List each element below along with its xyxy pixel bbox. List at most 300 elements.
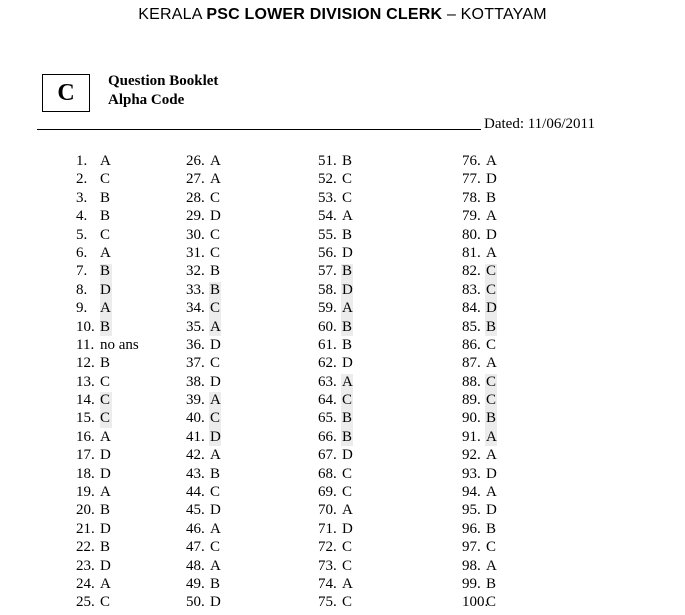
answer-item: [186, 354, 221, 372]
answer-letter: B: [100, 355, 111, 372]
answer-item: [462, 428, 497, 446]
question-number: 48.: [186, 557, 205, 574]
question-number: 44.: [186, 484, 205, 501]
question-number: 96.: [462, 520, 481, 537]
answer-letter: D: [486, 502, 497, 519]
answer-letter: A: [100, 428, 111, 445]
answer-item: [76, 483, 139, 501]
question-number: 79.: [462, 208, 481, 225]
answer-letter: B: [486, 189, 497, 206]
question-number: 46.: [186, 520, 205, 537]
answer-key: [0, 152, 685, 612]
answer-letter: A: [486, 208, 497, 225]
answer-item: [186, 373, 221, 391]
answer-letter: A: [100, 484, 111, 501]
answer-letter: B: [342, 153, 353, 169]
answer-item: [186, 170, 221, 188]
answer-item: [318, 520, 353, 538]
answer-item: [186, 409, 221, 427]
question-number: 67.: [318, 447, 337, 464]
answer-letter: A: [100, 300, 111, 317]
answer-letter: C: [100, 226, 111, 243]
title-prefix: KERALA: [138, 6, 207, 23]
answer-item: [76, 281, 139, 299]
answer-item: [186, 207, 221, 225]
question-number: 20.: [76, 502, 95, 519]
answer-item: [462, 262, 497, 280]
answer-letter: B: [486, 575, 497, 592]
question-number: 50.: [186, 594, 205, 611]
answer-letter: D: [486, 300, 497, 317]
answer-letter: B: [100, 502, 111, 519]
question-number: 22.: [76, 539, 95, 556]
answer-item: [76, 318, 139, 336]
answer-item: [76, 575, 139, 593]
question-number: 23.: [76, 557, 95, 574]
answer-item: [186, 593, 221, 611]
answer-letter: C: [100, 373, 111, 390]
answer-letter: A: [210, 171, 221, 188]
answer-letter: D: [342, 355, 353, 372]
answer-item: [318, 373, 353, 391]
question-number: 16.: [76, 428, 95, 445]
answer-letter: C: [342, 594, 353, 611]
answer-item: [186, 226, 221, 244]
question-number: 14.: [76, 392, 95, 409]
question-number: 73.: [318, 557, 337, 574]
answer-item: [76, 207, 139, 225]
answer-letter: C: [100, 410, 111, 427]
question-number: 10.: [76, 318, 95, 335]
question-number: 55.: [318, 226, 337, 243]
answer-item: [318, 483, 353, 501]
question-number: 4.: [76, 208, 88, 225]
answer-item: [186, 391, 221, 409]
answer-item: [186, 262, 221, 280]
answer-letter: D: [342, 447, 353, 464]
answer-item: [318, 170, 353, 188]
answer-letter: C: [342, 465, 353, 482]
answer-item: [76, 226, 139, 244]
answer-item: [462, 557, 497, 575]
answer-letter: C: [486, 594, 497, 611]
answer-item: [462, 446, 497, 464]
question-number: 15.: [76, 410, 95, 427]
answer-letter: A: [210, 153, 221, 169]
question-number: 59.: [318, 300, 337, 317]
answer-item: [462, 244, 497, 262]
question-number: 100.: [462, 594, 489, 611]
answer-column-2: [186, 152, 221, 612]
question-number: 41.: [186, 428, 205, 445]
question-number: 30.: [186, 226, 205, 243]
answer-item: [318, 538, 353, 556]
answer-item: [186, 336, 221, 354]
answer-letter: B: [100, 318, 111, 335]
answer-item: [318, 336, 353, 354]
dated-text: Dated: 11/06/2011: [484, 116, 595, 132]
question-number: 47.: [186, 539, 205, 556]
answer-letter: A: [486, 484, 497, 501]
answer-letter: D: [100, 281, 111, 298]
answer-item: [462, 483, 497, 501]
question-number: 51.: [318, 153, 337, 169]
answer-item: [76, 593, 139, 611]
answer-item: [76, 409, 139, 427]
question-number: 24.: [76, 575, 95, 592]
question-number: 18.: [76, 465, 95, 482]
answer-item: [76, 428, 139, 446]
answer-letter: B: [342, 226, 353, 243]
question-number: 93.: [462, 465, 481, 482]
question-number: 53.: [318, 189, 337, 206]
answer-item: [462, 391, 497, 409]
answer-item: [76, 538, 139, 556]
question-number: 39.: [186, 392, 205, 409]
answer-letter: D: [486, 171, 497, 188]
question-number: 8.: [76, 281, 88, 298]
question-number: 31.: [186, 244, 205, 261]
question-number: 85.: [462, 318, 481, 335]
answer-letter: A: [342, 300, 353, 317]
question-number: 71.: [318, 520, 337, 537]
answer-column-1: [76, 152, 139, 612]
question-number: 58.: [318, 281, 337, 298]
answer-letter: D: [100, 557, 111, 574]
question-number: 2.: [76, 171, 88, 188]
answer-item: [462, 170, 497, 188]
question-number: 34.: [186, 300, 205, 317]
answer-item: [462, 465, 497, 483]
answer-letter: C: [486, 373, 497, 390]
answer-letter: C: [210, 189, 221, 206]
question-number: 61.: [318, 336, 337, 353]
question-number: 28.: [186, 189, 205, 206]
answer-letter: C: [486, 336, 497, 353]
question-number: 63.: [318, 373, 337, 390]
answer-item: [76, 152, 139, 170]
answer-item: [186, 152, 221, 170]
answer-letter: C: [210, 539, 221, 556]
answer-item: [186, 281, 221, 299]
answer-item: [76, 373, 139, 391]
answer-item: [318, 299, 353, 317]
answer-letter: D: [210, 502, 221, 519]
answer-letter: C: [342, 392, 353, 409]
answer-letter: C: [486, 539, 497, 556]
answer-letter: A: [100, 153, 111, 169]
question-number: 84.: [462, 300, 481, 317]
answer-letter: B: [210, 263, 221, 280]
question-number: 70.: [318, 502, 337, 519]
answer-item: [186, 299, 221, 317]
question-number: 95.: [462, 502, 481, 519]
answer-item: [76, 299, 139, 317]
answer-letter: D: [210, 428, 221, 445]
answer-letter: D: [342, 244, 353, 261]
answer-item: [318, 281, 353, 299]
question-number: 62.: [318, 355, 337, 372]
answer-item: [76, 446, 139, 464]
question-number: 3.: [76, 189, 88, 206]
answer-letter: C: [210, 410, 221, 427]
answer-letter: C: [210, 226, 221, 243]
question-number: 98.: [462, 557, 481, 574]
answer-letter: A: [210, 392, 221, 409]
question-number: 72.: [318, 539, 337, 556]
question-number: 19.: [76, 484, 95, 501]
answer-letter: B: [342, 336, 353, 353]
answer-letter: C: [486, 281, 497, 298]
answer-item: [76, 189, 139, 207]
answer-letter: A: [100, 575, 111, 592]
answer-item: [318, 226, 353, 244]
question-number: 13.: [76, 373, 95, 390]
answer-letter: B: [210, 465, 221, 482]
answer-item: [318, 262, 353, 280]
question-number: 81.: [462, 244, 481, 261]
question-number: 6.: [76, 244, 88, 261]
question-number: 45.: [186, 502, 205, 519]
answer-letter: B: [486, 318, 497, 335]
question-number: 60.: [318, 318, 337, 335]
question-number: 25.: [76, 594, 95, 611]
answer-item: [462, 354, 497, 372]
answer-letter: D: [100, 520, 111, 537]
question-number: 92.: [462, 447, 481, 464]
answer-column-4: [462, 152, 497, 612]
question-number: 11.: [76, 336, 95, 353]
question-number: 57.: [318, 263, 337, 280]
answer-item: [76, 501, 139, 519]
answer-item: [462, 575, 497, 593]
question-number: 89.: [462, 392, 481, 409]
answer-letter: C: [342, 557, 353, 574]
question-number: 97.: [462, 539, 481, 556]
question-number: 68.: [318, 465, 337, 482]
answer-letter: A: [210, 520, 221, 537]
question-number: 86.: [462, 336, 481, 353]
answer-item: [186, 575, 221, 593]
answer-letter: A: [100, 244, 111, 261]
answer-letter: D: [100, 447, 111, 464]
question-number: 66.: [318, 428, 337, 445]
question-number: 43.: [186, 465, 205, 482]
question-number: 88.: [462, 373, 481, 390]
answer-letter: D: [342, 520, 353, 537]
header-rule: [37, 129, 481, 130]
question-number: 56.: [318, 244, 337, 261]
question-number: 80.: [462, 226, 481, 243]
question-number: 99.: [462, 575, 481, 592]
answer-item: [462, 538, 497, 556]
question-number: 1.: [76, 153, 88, 169]
answer-letter: A: [342, 575, 353, 592]
question-number: 87.: [462, 355, 481, 372]
answer-letter: B: [100, 539, 111, 556]
title-suffix: – KOTTAYAM: [442, 6, 547, 23]
question-number: 65.: [318, 410, 337, 427]
question-number: 17.: [76, 447, 95, 464]
answer-item: [462, 409, 497, 427]
question-number: 26.: [186, 153, 205, 169]
answer-letter: D: [210, 594, 221, 611]
answer-item: [318, 501, 353, 519]
question-number: 27.: [186, 171, 205, 188]
answer-item: [76, 336, 139, 354]
answer-letter: C: [100, 594, 111, 611]
booklet-label: [108, 72, 218, 110]
answer-item: [76, 465, 139, 483]
question-number: 52.: [318, 171, 337, 188]
question-number: 49.: [186, 575, 205, 592]
answer-letter: B: [210, 575, 221, 592]
question-number: 29.: [186, 208, 205, 225]
answer-item: [318, 189, 353, 207]
question-number: 35.: [186, 318, 205, 335]
title-bold: PSC LOWER DIVISION CLERK: [206, 6, 443, 23]
question-number: 38.: [186, 373, 205, 390]
question-number: 78.: [462, 189, 481, 206]
answer-letter: B: [100, 189, 111, 206]
answer-letter: A: [342, 208, 353, 225]
answer-item: [462, 207, 497, 225]
answer-item: [318, 207, 353, 225]
answer-item: [318, 409, 353, 427]
question-number: 42.: [186, 447, 205, 464]
question-number: 37.: [186, 355, 205, 372]
answer-letter: A: [342, 502, 353, 519]
answer-item: [462, 520, 497, 538]
question-number: 40.: [186, 410, 205, 427]
answer-letter: B: [342, 428, 353, 445]
question-number: 90.: [462, 410, 481, 427]
question-number: 21.: [76, 520, 95, 537]
answer-item: [318, 446, 353, 464]
answer-item: [318, 465, 353, 483]
answer-item: [462, 281, 497, 299]
page-title: [0, 6, 685, 24]
question-number: 54.: [318, 208, 337, 225]
answer-letter: C: [342, 484, 353, 501]
question-number: 33.: [186, 281, 205, 298]
answer-letter: A: [486, 244, 497, 261]
answer-item: [76, 244, 139, 262]
answer-item: [462, 373, 497, 391]
question-number: 36.: [186, 336, 205, 353]
answer-item: [76, 170, 139, 188]
question-number: 76.: [462, 153, 481, 169]
answer-letter: A: [486, 153, 497, 169]
answer-letter: D: [342, 281, 353, 298]
answer-letter: C: [342, 189, 353, 206]
answer-item: [186, 318, 221, 336]
answer-letter: A: [486, 355, 497, 372]
answer-item: [76, 520, 139, 538]
answer-letter: B: [210, 281, 221, 298]
answer-item: [186, 501, 221, 519]
answer-letter: C: [210, 355, 221, 372]
answer-item: [186, 244, 221, 262]
answer-letter: C: [342, 171, 353, 188]
answer-item: [76, 354, 139, 372]
answer-item: [76, 391, 139, 409]
question-number: 94.: [462, 484, 481, 501]
answer-item: [462, 318, 497, 336]
answer-letter: B: [342, 410, 353, 427]
question-number: 77.: [462, 171, 481, 188]
answer-letter: B: [486, 410, 497, 427]
question-number: 75.: [318, 594, 337, 611]
question-number: 5.: [76, 226, 88, 243]
question-number: 12.: [76, 355, 95, 372]
answer-letter: D: [486, 465, 497, 482]
answer-letter: A: [486, 428, 497, 445]
answer-item: [76, 262, 139, 280]
answer-item: [186, 520, 221, 538]
answer-item: [318, 575, 353, 593]
answer-item: [462, 226, 497, 244]
answer-letter: A: [210, 447, 221, 464]
answer-item: [318, 593, 353, 611]
answer-item: [318, 318, 353, 336]
answer-letter: C: [210, 484, 221, 501]
answer-item: [76, 557, 139, 575]
question-number: 7.: [76, 263, 88, 280]
answer-item: [186, 428, 221, 446]
answer-item: [462, 299, 497, 317]
answer-item: [462, 336, 497, 354]
answer-item: [462, 189, 497, 207]
answer-letter: A: [486, 557, 497, 574]
answer-letter: A: [486, 447, 497, 464]
answer-letter: D: [210, 336, 221, 353]
question-number: 64.: [318, 392, 337, 409]
question-number: 91.: [462, 428, 481, 445]
answer-letter: C: [100, 392, 111, 409]
answer-letter: C: [486, 392, 497, 409]
question-number: 9.: [76, 300, 88, 317]
answer-letter: B: [100, 208, 111, 225]
answer-letter: D: [100, 465, 111, 482]
booklet-label-line2: Alpha Code: [108, 92, 185, 108]
answer-item: [186, 465, 221, 483]
answer-letter: D: [486, 226, 497, 243]
answer-letter: D: [210, 373, 221, 390]
answer-item: [186, 557, 221, 575]
question-number: 82.: [462, 263, 481, 280]
answer-letter: C: [210, 300, 221, 317]
question-number: 69.: [318, 484, 337, 501]
question-number: 83.: [462, 281, 481, 298]
answer-column-3: [318, 152, 353, 612]
answer-item: [462, 593, 497, 611]
answer-letter: B: [100, 263, 111, 280]
answer-item: [462, 501, 497, 519]
answer-item: [318, 557, 353, 575]
booklet-label-line1: Question Booklet: [108, 73, 219, 89]
answer-letter: C: [342, 539, 353, 556]
answer-item: [318, 354, 353, 372]
answer-letter: A: [342, 373, 353, 390]
answer-item: [186, 189, 221, 207]
answer-letter: no ans: [100, 336, 139, 353]
answer-letter: C: [486, 263, 497, 280]
alpha-code-box: C: [42, 74, 90, 112]
answer-item: [186, 446, 221, 464]
answer-item: [318, 428, 353, 446]
answer-item: [318, 244, 353, 262]
